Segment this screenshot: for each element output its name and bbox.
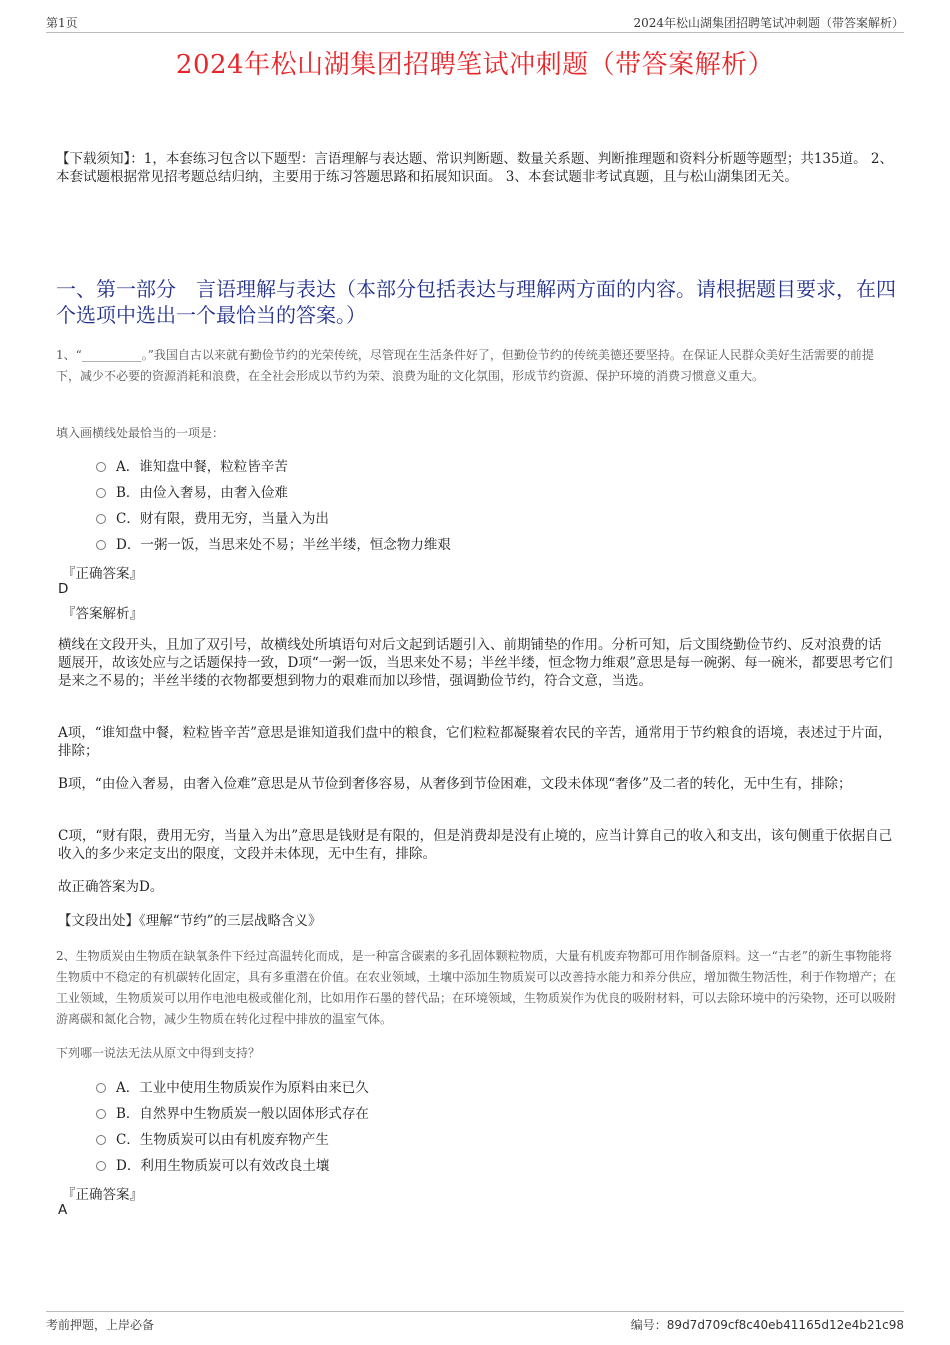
question-1-options [96,452,451,556]
option-a[interactable] [96,1073,369,1099]
radio-icon[interactable] [96,1161,106,1171]
option-label: D．一粥一饭，当思来处不易；半丝半缕，恒念物力维艰 [116,537,451,553]
option-label: A．谁知盘中餐，粒粒皆辛苦 [116,459,288,475]
analysis-conclusion: 故正确答案为D。 [58,879,164,895]
question-1-prompt: 填入画横线处最恰当的一项是： [56,426,225,440]
analysis-paragraph: B项，“由俭入奢易，由奢入俭难”意思是从节俭到奢侈容易，从奢侈到节俭困难，文段未体现“奢侈”及二者的转化，无中生有，排除； [58,776,852,792]
question-2-options [96,1073,369,1177]
radio-icon[interactable] [96,1083,106,1093]
answer-label: 『正确答案』 [62,566,143,582]
option-d[interactable] [96,530,451,556]
option-label: C．财有限，费用无穷，当量入为出 [116,511,329,527]
option-label: B．自然界中生物质炭一般以固体形式存在 [116,1106,369,1122]
radio-icon[interactable] [96,1135,106,1145]
analysis-label: 『答案解析』 [62,606,143,622]
answer-value: A [58,1202,68,1218]
header-doc-title: 2024年松山湖集团招聘笔试冲刺题（带答案解析） [633,16,904,30]
radio-icon[interactable] [96,462,106,472]
option-label: C．生物质炭可以由有机废弃物产生 [116,1132,329,1148]
radio-icon[interactable] [96,540,106,550]
analysis-paragraph: 横线在文段开头，且加了双引号，故横线处所填语句对后文起到话题引入、前期铺垫的作用。分析可知，后文围绕勤俭节约、反对浪费的话题展开，故该处应与之话题保持一致，D项“一粥一饭，当思来处不易；半丝半缕，恒念物力维艰”意思是每一碗粥、每一碗米，都要思考它们是来之不易的；半丝半缕的衣物都要想到物力的艰难而加以珍惜，强调勤俭节约，符合文意，当选。 [58,637,893,689]
answer-label: 『正确答案』 [62,1187,143,1203]
analysis-paragraph: A项，“谁知盘中餐，粒粒皆辛苦”意思是谁知道我们盘中的粮食，它们粒粒都凝聚着农民的辛苦，通常用于节约粮食的语境，表述过于片面，排除； [58,725,892,759]
radio-icon[interactable] [96,514,106,524]
footer-code-label: 编号： [630,1318,667,1332]
option-b[interactable] [96,478,451,504]
option-b[interactable] [96,1099,369,1125]
footer-slogan: 考前押题，上岸必备 [46,1318,155,1332]
radio-icon[interactable] [96,488,106,498]
download-notice: 【下载须知】：1，本套练习包含以下题型：言语理解与表达题、常识判断题、数量关系题、判断推理题和资料分析题等题型；共135道。 2、本套试题根据常见招考题总结归纳，主要用于练习答题思路和拓展知识面。 3、本套试题非考试真题，且与松山湖集团无关。 [56,151,893,185]
option-label: B．由俭入奢易，由奢入俭难 [116,485,288,501]
option-label: A．工业中使用生物质炭作为原料由来已久 [116,1080,369,1096]
analysis-source: 【文段出处】《理解“节约”的三层战略含义》 [58,913,322,929]
option-c[interactable] [96,504,451,530]
radio-icon[interactable] [96,1109,106,1119]
header-divider [46,32,904,33]
analysis-paragraph: C项，“财有限，费用无穷，当量入为出”意思是钱财是有限的，但是消费却是没有止境的，应当计算自己的收入和支出，该句侧重于依据自己收入的多少来定支出的限度，文段并未体现，无中生有，排除。 [58,828,893,862]
document-title: 2024年松山湖集团招聘笔试冲刺题（带答案解析） [175,50,775,80]
footer-code [631,1316,904,1333]
answer-value: D [58,581,69,597]
question-2-text: 2、生物质炭由生物质在缺氧条件下经过高温转化而成，是一种富含碳素的多孔固体颗粒物质，大量有机废弃物都可用作制备原料。这一“古老”的新生事物能将生物质中不稳定的有机碳转化固定，具有多重潜在价值。在农业领域，土壤中添加生物质炭可以改善持水能力和养分供应，增加微生物活性，利于作物增产；在工业领域，生物质炭可以用作电池电极或催化剂，比如用作石墨的替代品；在环境领域，生物质炭作为优良的吸附材料，可以去除环境中的污染物，还可以吸附游离碳和氮化合物，减少生物质在转化过程中排放的温室气体。 [56,949,897,1026]
option-label: D．利用生物质炭可以有效改良土壤 [116,1158,330,1174]
question-2-prompt: 下列哪一说法无法从原文中得到支持？ [56,1046,261,1060]
option-c[interactable] [96,1125,369,1151]
option-a[interactable] [96,452,451,478]
footer-divider [46,1311,904,1312]
footer-code-value: 89d7d709cf8c40eb41165d12e4b21c98 [666,1318,904,1332]
option-d[interactable] [96,1151,369,1177]
section-heading: 一、第一部分 言语理解与表达（本部分包括表达与理解两方面的内容。请根据题目要求，在四个选项中选出一个最恰当的答案。） [56,277,896,327]
question-1-text: 1、“__________。”我国自古以来就有勤俭节约的光荣传统，尽管现在生活条件好了，但勤俭节约的传统美德还要坚持。在保证人民群众美好生活需要的前提下，减少不必要的资源消耗和浪费，在全社会形成以节约为荣、浪费为耻的文化氛围，形成节约资源、保护环境的消费习惯意义重大。 [56,348,874,383]
page-number: 第1页 [46,16,78,30]
